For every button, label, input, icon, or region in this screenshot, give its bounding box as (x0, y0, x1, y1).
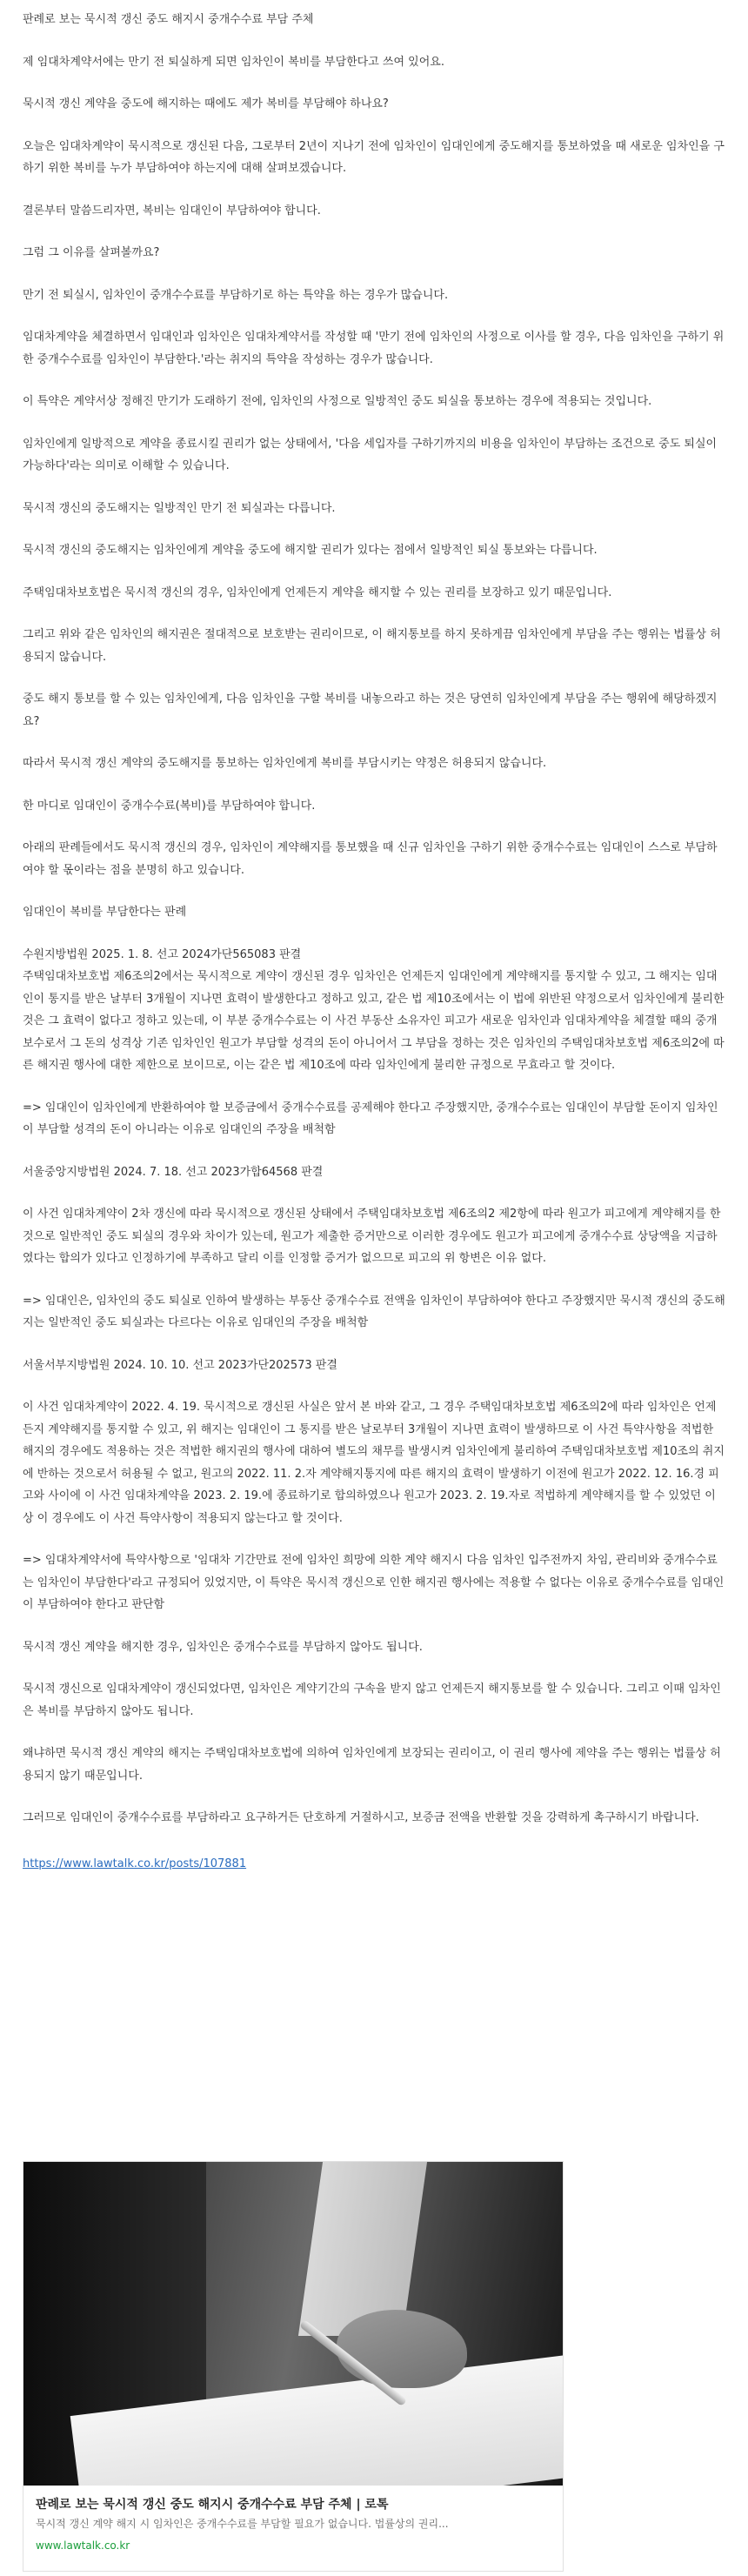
paragraph: 아래의 판례들에서도 묵시적 갱신의 경우, 임차인이 계약해지를 통보했을 때 신규 임차인을 구하기 위한 중개수수료는 임대인이 스스로 부담하여야 할 몫이라는 점을 분명히 하고 있습니다. (23, 841, 718, 877)
paragraph: 중도 해지 통보를 할 수 있는 임차인에게, 다음 임차인을 구할 복비를 내놓으라고 하는 것은 당연히 임차인에게 부담을 주는 행위에 해당하겠지요? (23, 693, 718, 728)
section-heading: 묵시적 갱신의 중도해지는 일방적인 만기 전 퇴실과는 다릅니다. (23, 501, 336, 515)
paragraph: 임차인에게 일방적으로 계약을 종료시킬 권리가 없는 상태에서, '다음 세입자를 구하기까지의 비용을 임차인이 부담하는 조건으로 중도 퇴실이 가능하다'라는 의미로 이해할 수 있습니다. (23, 437, 718, 472)
paragraph: 따라서 묵시적 갱신 계약의 중도해지를 통보하는 임차인에게 복비를 부담시키는 약정은 허용되지 않습니다. (23, 757, 547, 770)
case-citation: 서울중앙지방법원 2024. 7. 18. 선고 2023가합64568 판결 (23, 1165, 324, 1179)
source-link[interactable]: https://www.lawtalk.co.kr/posts/107881 (23, 1857, 247, 1870)
paragraph: 제 임대차계약서에는 만기 전 퇴실하게 되면 임차인이 복비를 부담한다고 쓰여 있어요. (23, 55, 444, 69)
section-heading: 임대인이 복비를 부담한다는 판례 (23, 906, 187, 919)
paragraph: 그럼 그 이유를 살펴볼까요? (23, 246, 160, 259)
case-summary: => 임대차계약서에 특약사항으로 '임대차 기간만료 전에 임차인 희망에 의한 계약 해지시 다음 임차인 입주전까지 차임, 관리비와 중개수수료는 임차인이 부담한다'라고 규정되어 있었지만, 이 특약은 묵시적 갱신으로 인한 해지권 행사에는 적용할 수 없다는 이유로 중개수수료를 임대인이 부담하여야 한다고 판단함 (23, 1554, 725, 1611)
case-excerpt: 이 사건 임대차계약이 2차 갱신에 따라 묵시적으로 갱신된 상태에서 주택임대차보호법 제6조의2 제2항에 따라 원고가 피고에게 계약해지를 한 것으로 일반적인 중도 퇴실의 경우와 차이가 있는데, 원고가 제출한 증거만으로 이러한 경우에도 원고가 피고에게 중개수수료 상당액을 지급하였다는 합의가 있다고 인정하기에 부족하고 달리 이를 인정할 증거가 없으므로 피고의 위 항변은 이유 없다. (23, 1208, 721, 1265)
paragraph: 결론부터 말씀드리자면, 복비는 임대인이 부담하여야 합니다. (23, 204, 321, 217)
paragraph: 이 특약은 계약서상 정해진 만기가 도래하기 전에, 임차인의 사정으로 일방적인 중도 퇴실을 통보하는 경우에 적용되는 것입니다. (23, 395, 652, 408)
link-card-title[interactable]: 판례로 보는 묵시적 갱신 중도 해지시 중개수수료 부담 주체 | 로톡 (36, 2498, 389, 2512)
section-heading: 만기 전 퇴실시, 임차인이 중개수수료를 부담하기로 하는 특약을 하는 경우가 많습니다. (23, 288, 449, 302)
case-summary: => 임대인이 임차인에게 반환하여야 할 보증금에서 중개수수료를 공제해야 한다고 주장했지만, 중개수수료는 임대인이 부담할 돈이지 임차인이 부담할 성격의 돈이 아니라는 이유로 임대인의 주장을 배척함 (23, 1101, 718, 1136)
case-excerpt: 이 사건 임대차계약이 2022. 4. 19. 묵시적으로 갱신된 사실은 앞서 본 바와 같고, 그 경우 주택임대차보호법 제6조의2에 따라 임차인은 언제든지 계약해지를 통지할 수 있고, 위 해지는 임대인이 그 통지를 받은 날로부터 3개월이 지나면 효력이 발생하므로 이 사건 특약사항을 적법한 해지의 경우에도 적용하는 것은 적법한 해지권의 행사에 대하여 별도의 채무를 발생시켜 임차인에게 불리하여 주택임대차보호법 제10조의 취지에 반하는 것으로서 허용될 수 없고, 원고의 2022. 11. 2.자 계약해지통지에 따른 해지의 효력이 발생하기 이전에 원고가 2022. 12. 16.경 피고와 사이에 이 사건 임대차계약을 2023. 2. 19.에 종료하기로 합의하였으나 원고가 2023. 2. 19.자로 적법하게 계약해지를 할 수 있었던 이상 이 경우에도 이 사건 특약사항이 적용되지 않는다고 할 것이다. (23, 1401, 725, 1525)
article-title: 판례로 보는 묵시적 갱신 중도 해지시 중개수수료 부담 주체 (23, 13, 314, 26)
case-summary: => 임대인은, 임차인의 중도 퇴실로 인하여 발생하는 부동산 중개수수료 전액을 임차인이 부담하여야 한다고 주장했지만 묵시적 갱신의 중도해지는 일반적인 중도 퇴실과는 다르다는 이유로 임대인의 주장을 배척함 (23, 1294, 725, 1329)
case-excerpt: 수원지방법원 2025. 1. 8. 선고 2024가단565083 판결 주택임대차보호법 제6조의2에서는 묵시적으로 계약이 갱신된 경우 임차인은 언제든지 임대인에게 계약해지를 통지할 수 있고, 그 해지는 임대인이 통지를 받은 날부터 3개월이 지나면 효력이 발생한다고 정하고 있고, 같은 법 제10조에서는 이 법에 위반된 약정으로서 임차인에게 불리한 것은 그 효력이 없다고 정하고 있는데, 이 부분 중개수수료는 이 사건 부동산 소유자인 피고가 새로운 임차인과 임대차계약을 체결할 때의 중개보수로서 그 돈의 성격상 기존 임차인인 원고가 부담할 성격의 돈이 아니어서 그 부담을 정하는 것은 임차인의 주택임대차보호법 제6조의2에 따른 해지권 행사에 대한 제한으로 보이므로, 이는 같은 법 제10조에 따라 임차인에게 불리한 규정으로 무효라고 할 것이다. (23, 947, 725, 1072)
article (23, 0, 725, 2552)
signing-document-photo (23, 2162, 563, 2486)
paragraph: 그리고 위와 같은 임차인의 해지권은 절대적으로 보호받는 권리이므로, 이 해지통보를 하지 못하게끔 임차인에게 부담을 주는 행위는 법률상 허용되지 않습니다. (23, 628, 721, 664)
paragraph: 임대차계약을 체결하면서 임대인과 임차인은 임대차계약서를 작성할 때 '만기 전에 임차인의 사정으로 이사를 할 경우, 다음 임차인을 구하기 위한 중개수수료를 임차인이 부담한다.'라는 취지의 특약을 작성하는 경우가 많습니다. (23, 331, 725, 366)
section-heading: 묵시적 갱신 계약을 해지한 경우, 임차인은 중개수수료를 부담하지 않아도 됩니다. (23, 1640, 423, 1654)
paragraph: 한 마디로 임대인이 중개수수료(복비)를 부담하여야 합니다. (23, 799, 316, 813)
link-preview-card[interactable] (23, 2161, 564, 2572)
paragraph: 그러므로 임대인이 중개수수료를 부담하라고 요구하거든 단호하게 거절하시고, 보증금 전액을 반환할 것을 강력하게 촉구하시기 바랍니다. (23, 1811, 699, 1824)
paragraph: 왜냐하면 묵시적 갱신 계약의 해지는 주택임대차보호법에 의하여 임차인에게 보장되는 권리이고, 이 권리 행사에 제약을 주는 행위는 법률상 허용되지 않기 때문입니다. (23, 1747, 721, 1783)
link-card-description: 묵시적 갱신 계약 해지 시 임차인은 중개수수료를 부담할 필요가 없습니다. 법률상의 권리... (36, 2518, 449, 2530)
paragraph: 묵시적 갱신 계약을 중도에 해지하는 때에도 제가 복비를 부담해야 하나요? (23, 97, 389, 110)
paragraph: 묵시적 갱신으로 임대차계약이 갱신되었다면, 임차인은 계약기간의 구속을 받지 않고 언제든지 해지통보를 할 수 있습니다. 그리고 이때 임차인은 복비를 부담하지 않아도 됩니다. (23, 1683, 721, 1718)
case-citation: 서울서부지방법원 2024. 10. 10. 선고 2023가단202573 판결 (23, 1358, 337, 1372)
paragraph: 오늘은 임대차계약이 묵시적으로 갱신된 다음, 그로부터 2년이 지나기 전에 임차인이 임대인에게 중도해지를 통보하였을 때 새로운 임차인을 구하기 위한 복비를 누가 부담하여야 하는지에 대해 살펴보겠습니다. (23, 139, 725, 175)
link-card-domain: www.lawtalk.co.kr (36, 2539, 130, 2552)
paragraph: 묵시적 갱신의 중도해지는 임차인에게 계약을 중도에 해지할 권리가 있다는 점에서 일방적인 퇴실 통보와는 다릅니다. (23, 544, 598, 557)
paragraph: 주택임대차보호법은 묵시적 갱신의 경우, 임차인에게 언제든지 계약을 해지할 수 있는 권리를 보장하고 있기 때문입니다. (23, 585, 612, 599)
